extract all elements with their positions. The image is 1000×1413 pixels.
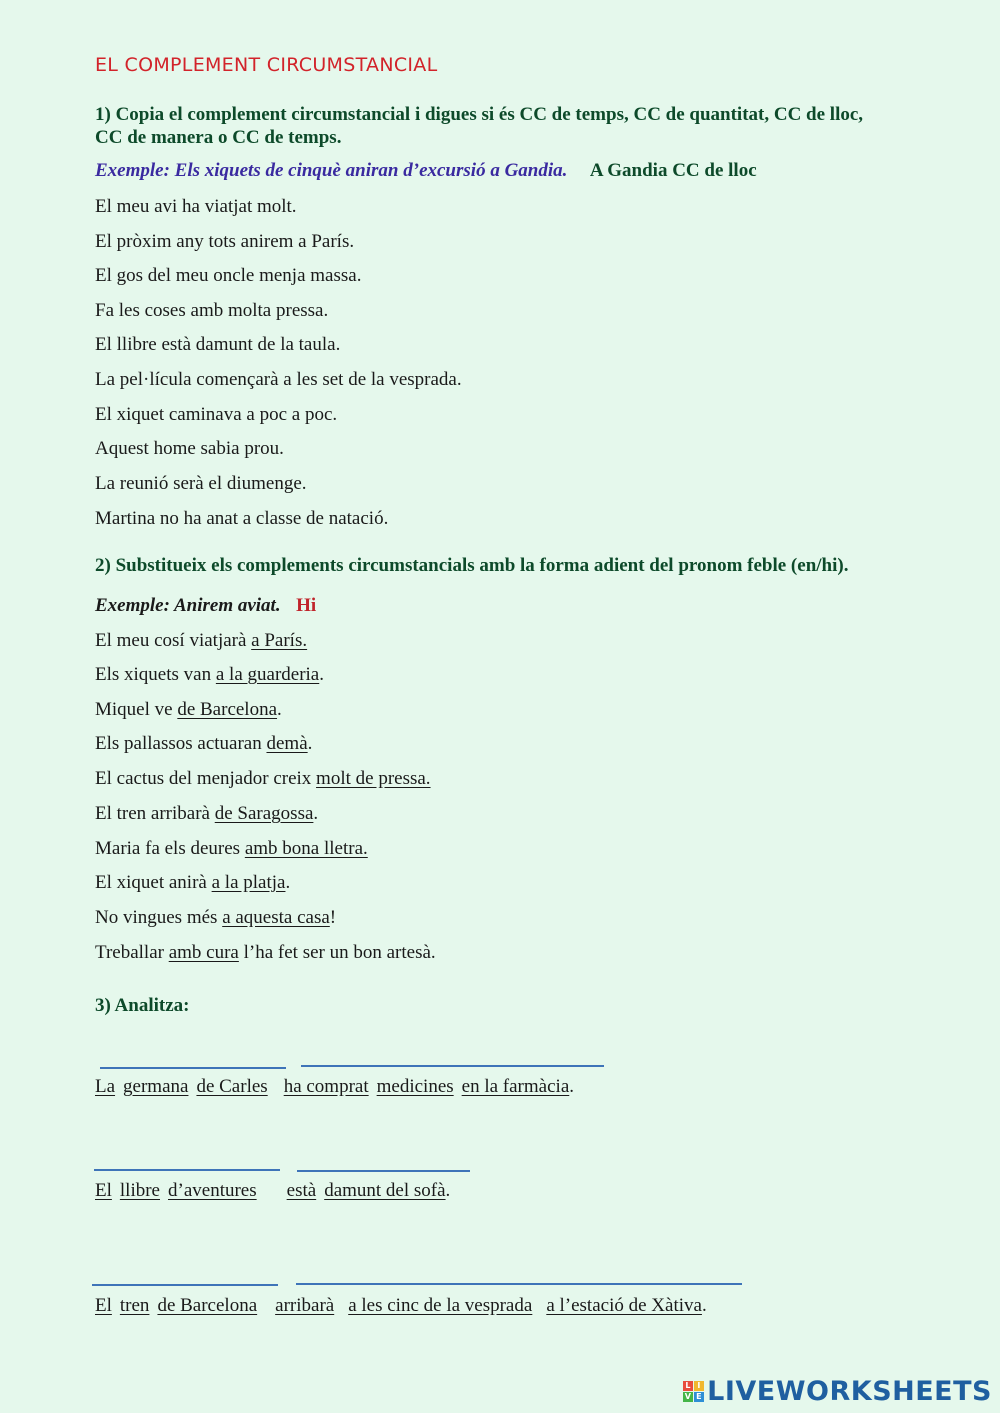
section1-sentence: Aquest home sabia prou. xyxy=(95,438,284,459)
analysis-word[interactable]: està xyxy=(286,1180,317,1201)
section3-heading: 3) Analitza: xyxy=(95,995,190,1016)
section2-sentence: El cactus del menjador creix molt de pressa. xyxy=(95,768,431,789)
analysis-sentence: El llibre d’aventures està damunt del sofà. xyxy=(95,1180,451,1201)
section2-sentence: El meu cosí viatjarà a París. xyxy=(95,630,308,651)
logo-icon: L I V E xyxy=(683,1381,704,1402)
analysis-word[interactable]: damunt del sofà xyxy=(324,1180,446,1201)
section2-example-answer: Hi xyxy=(296,595,317,616)
analysis-word[interactable]: germana xyxy=(123,1076,189,1097)
section1-sentence: El meu avi ha viatjat molt. xyxy=(95,196,297,217)
subject-answer-line[interactable] xyxy=(94,1169,280,1171)
section2-sentence: No vingues més a aquesta casa! xyxy=(95,907,337,928)
section2-sentence: El tren arribarà de Saragossa. xyxy=(95,803,319,824)
analysis-word[interactable]: en la farmàcia xyxy=(461,1076,570,1097)
underlined-complement: a aquesta casa xyxy=(222,907,330,928)
section1-sentence: La reunió serà el diumenge. xyxy=(95,473,307,494)
underlined-complement: de Barcelona xyxy=(177,699,278,720)
section2-sentence: Els pallassos actuaran demà. xyxy=(95,733,313,754)
underlined-complement: a París. xyxy=(251,630,308,651)
section2-heading: 2) Substitueix els complements circumstancials amb la forma adient del pronom feble (en/hi). xyxy=(95,555,849,576)
section1-example-answer: A Gandia CC de lloc xyxy=(589,160,757,181)
analysis-word[interactable]: El xyxy=(95,1180,112,1201)
underlined-complement: amb bona lletra. xyxy=(244,838,368,859)
underlined-complement: demà xyxy=(266,733,308,754)
analysis-sentence: El tren de Barcelona arribarà a les cinc de la vesprada a l’estació de Xàtiva. xyxy=(95,1295,707,1316)
analysis-word[interactable]: La xyxy=(95,1076,116,1097)
section2-sentence: Els xiquets van a la guarderia. xyxy=(95,664,324,685)
underlined-complement: de Saragossa xyxy=(214,803,314,824)
analysis-word[interactable]: de Carles xyxy=(196,1076,268,1097)
section1-heading: 1) Copia el complement circumstancial i digues si és CC de temps, CC de quantitat, CC de lloc, CC de manera o CC de temps. xyxy=(95,104,864,148)
brand-text: LIVEWORKSHEETS xyxy=(707,1376,992,1407)
analysis-word[interactable]: medicines xyxy=(376,1076,454,1097)
underlined-complement: a la platja xyxy=(211,872,286,893)
section1-sentence: El xiquet caminava a poc a poc. xyxy=(95,404,338,425)
predicate-answer-line[interactable] xyxy=(301,1065,604,1067)
analysis-word[interactable]: d’aventures xyxy=(168,1180,257,1201)
section1-sentence: El pròxim any tots anirem a París. xyxy=(95,231,355,252)
analysis-word[interactable]: llibre xyxy=(119,1180,160,1201)
analysis-word[interactable]: de Barcelona xyxy=(157,1295,258,1316)
section2-sentence: Maria fa els deures amb bona lletra. xyxy=(95,838,368,859)
section2-sentence: Treballar amb cura l’ha fet ser un bon artesà. xyxy=(95,942,436,963)
section1-sentence: Fa les coses amb molta pressa. xyxy=(95,300,329,321)
section1-sentence: El llibre està damunt de la taula. xyxy=(95,334,341,355)
analysis-word[interactable]: ha comprat xyxy=(283,1076,369,1097)
section2-sentence: El xiquet anirà a la platja. xyxy=(95,872,291,893)
predicate-answer-line[interactable] xyxy=(297,1170,470,1172)
section2-example-prefix: Exemple: Anirem aviat. xyxy=(95,595,281,616)
analysis-word[interactable]: a les cinc de la vesprada xyxy=(348,1295,533,1316)
analysis-sentence: La germana de Carles ha comprat medicines en la farmàcia. xyxy=(95,1076,574,1097)
section1-sentence: Martina no ha anat a classe de natació. xyxy=(95,508,389,529)
section1-sentence: La pel·lícula començarà a les set de la vesprada. xyxy=(95,369,462,390)
section1-sentence: El gos del meu oncle menja massa. xyxy=(95,265,362,286)
underlined-complement: amb cura xyxy=(168,942,239,963)
analysis-word[interactable]: arribarà xyxy=(275,1295,335,1316)
analysis-word[interactable]: El xyxy=(95,1295,112,1316)
subject-answer-line[interactable] xyxy=(100,1067,286,1069)
section2-example xyxy=(95,595,316,617)
subject-answer-line[interactable] xyxy=(92,1284,278,1286)
section2-sentence: Miquel ve de Barcelona. xyxy=(95,699,282,720)
underlined-complement: molt de pressa. xyxy=(316,768,431,789)
analysis-word[interactable]: tren xyxy=(119,1295,150,1316)
analysis-word[interactable]: a l’estació de Xàtiva xyxy=(546,1295,702,1316)
section1-example-prefix: Exemple: Els xiquets de cinquè aniran d’excursió a Gandia. xyxy=(95,160,568,181)
predicate-answer-line[interactable] xyxy=(296,1283,742,1285)
liveworksheets-logo xyxy=(683,1376,992,1407)
underlined-complement: a la guarderia xyxy=(215,664,320,685)
section1-example xyxy=(95,160,757,182)
page-title: EL COMPLEMENT CIRCUMSTANCIAL xyxy=(95,54,438,76)
